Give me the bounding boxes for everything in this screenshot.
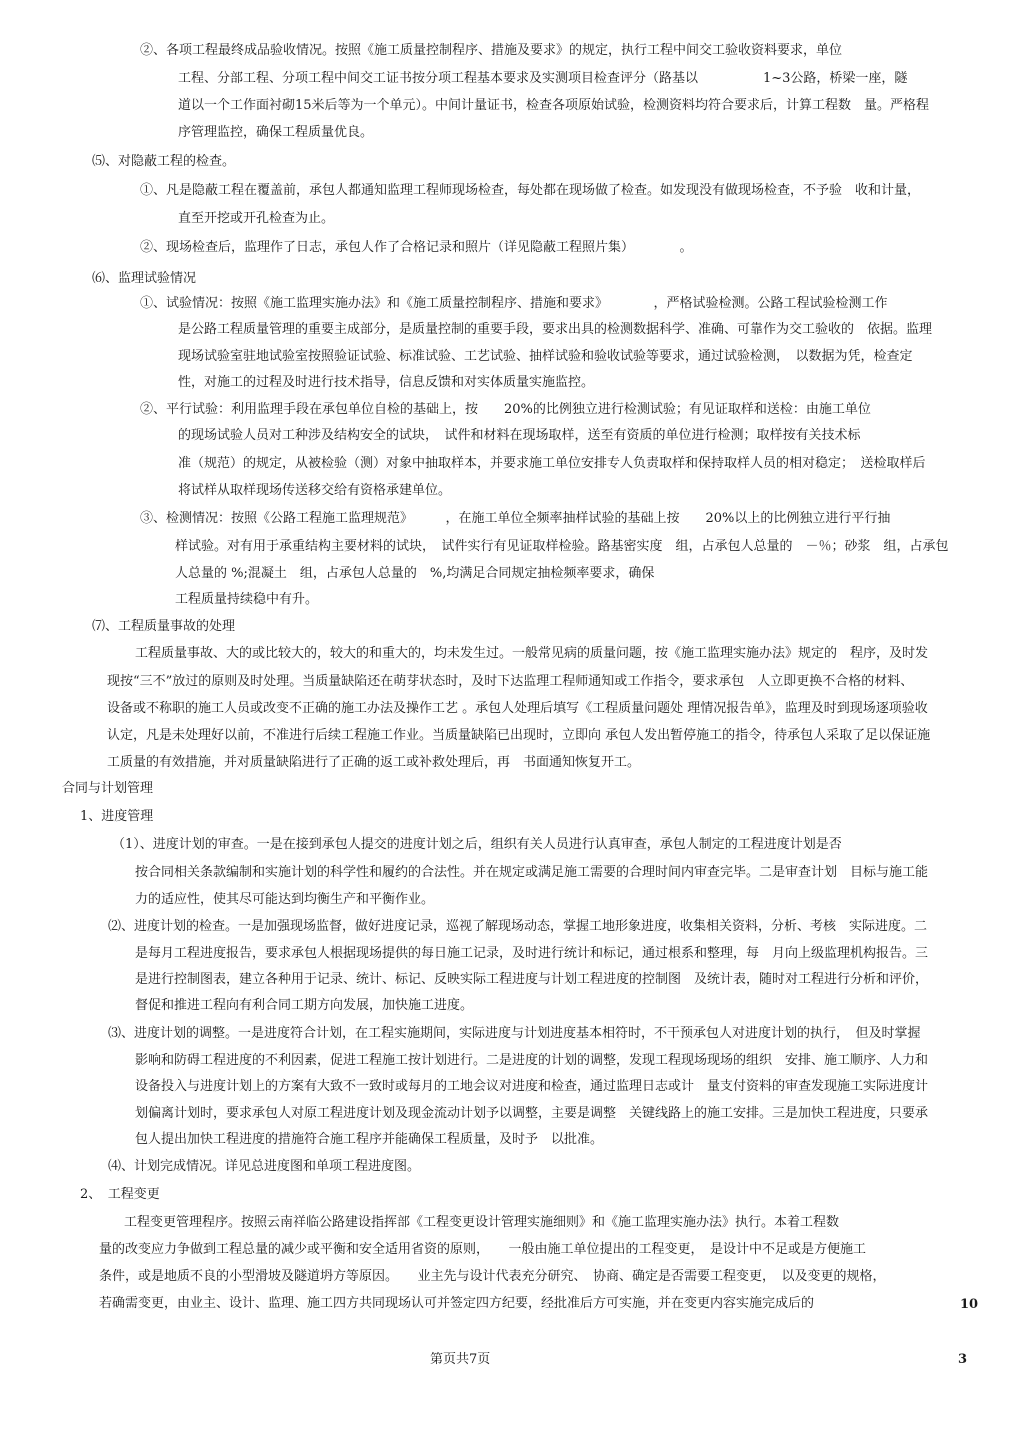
- text-line: 认定，凡是未处理好以前，不准进行后续工程施工作业。当质量缺陷已出现时，立即向 承包人发出暂停施工的指令，待承包人采取了足以保证施: [107, 728, 931, 743]
- section-heading: ⑹、监理试验情况: [92, 271, 197, 286]
- text-line: 准（规范）的规定，从被检验（测）对象中抽取样本，并要求施工单位安排专人负责取样和保持取样人员的相对稳定； 送检取样后: [178, 456, 926, 471]
- text-line: 样试验。对有用于承重结构主要材料的试块， 试件实行有见证取样检验。路基密实度 组，占承包人总量的 －％；砂浆 组，占承包: [175, 539, 949, 554]
- text-line: 设备或不称职的施工人员或改变不正确的施工办法及操作工艺 。承包人处理后填写《工程质量问题处 理情况报告单》，监理及时到现场逐项验收: [107, 701, 928, 716]
- chapter-heading: 合同与计划管理: [62, 781, 154, 796]
- text-line: 性，对施工的过程及时进行技术指导，信息反馈和对实体质量实施监控。: [178, 375, 595, 390]
- text-line: 是公路工程质量管理的重要主成部分，是质量控制的重要手段，要求出具的检测数据科学、准确、可靠作为交工验收的 依据。监理: [178, 322, 933, 337]
- text-line: 按合同相关条款编制和实施计划的科学性和履约的合法性。并在规定或满足施工需要的合理时间内审查完毕。二是审查计划 目标与施工能: [135, 865, 929, 880]
- footer-page-number: 3: [958, 1352, 968, 1367]
- text-line: 影响和防碍工程进度的不利因素，促进工程施工按计划进行。二是进度的计划的调整，发现工程现场现场的组织 安排、施工顺序、人力和: [135, 1053, 929, 1068]
- text-line: ③、检测情况：按照《公路工程施工监理规范》 ，在施工单位全频率抽样试验的基础上按 20%以上的比例独立进行平行抽: [140, 511, 891, 526]
- text-line: （1）、进度计划的审查。一是在接到承包人提交的进度计划之后，组织有关人员进行认真审查，承包人制定的工程进度计划是否: [112, 837, 842, 852]
- text-line: 人总量的 %;混凝土 组，占承包人总量的 %,均满足合同规定抽检频率要求，确保: [175, 566, 655, 581]
- text-line: 工程、分部工程、分项工程中间交工证书按分项工程基本要求及实测项目检查评分（路基以 1~3公路，桥梁一座，隧: [178, 71, 908, 86]
- text-line: 现场试验室驻地试验室按照验证试验、标准试验、工艺试验、抽样试验和验收试验等要求，通过试验检测， 以数据为凭，检查定: [178, 349, 913, 364]
- text-line: ⑶、进度计划的调整。一是进度符合计划，在工程实施期间，实际进度与计划进度基本相符时，不干预承包人对进度计划的执行， 但及时掌握: [108, 1026, 921, 1041]
- text-line: ②、各项工程最终成品验收情况。按照《施工质量控制程序、措施及要求》的规定，执行工程中间交工验收资料要求，单位: [140, 43, 843, 58]
- text-line: 划偏离计划时，要求承包人对原工程进度计划及现金流动计划予以调整，主要是调整 关键线路上的施工安排。三是加快工程进度，只要承: [135, 1106, 929, 1121]
- section-heading: ⑸、对隐蔽工程的检查。: [92, 154, 236, 169]
- text-line: 的现场试验人员对工种涉及结构安全的试块， 试件和材料在现场取样，送至有资质的单位进行检测；取样按有关技术标: [178, 428, 861, 443]
- text-line: 是进行控制图表，建立各种用于记录、统计、标记、反映实际工程进度与计划工程进度的控制图 及统计表，随时对工程进行分析和评价，: [135, 972, 929, 987]
- text-line: 督促和推进工程向有利合同工期方向发展，加快施工进度。: [135, 998, 474, 1013]
- text-line: 工程变更管理程序。按照云南祥临公路建设指挥部《工程变更设计管理实施细则》和《施工监理实施办法》执行。本着工程数: [124, 1215, 840, 1230]
- text-line: ⑷、计划完成情况。详见总进度图和单项工程进度图。: [108, 1159, 421, 1174]
- text-line: 工程质量事故、大的或比较大的，较大的和重大的，均未发生过。一般常见病的质量问题，按《施工监理实施办法》规定的 程序，及时发: [135, 646, 929, 661]
- text-line: 是每月工程进度报告，要求承包人根据现场提供的每日施工记录，及时进行统计和标记，通过根系和整理，每 月向上级监理机构报告。三: [135, 946, 929, 961]
- section-heading: 1、进度管理: [80, 809, 154, 824]
- page-side-number: 10: [960, 1297, 979, 1312]
- text-line: 设备投入与进度计划上的方案有大致不一致时或每月的工地会议对进度和检查，通过监理日志或计 量支付资料的审查发现施工实际进度计: [135, 1079, 929, 1094]
- text-line: ⑵、进度计划的检查。一是加强现场监督，做好进度记录，巡视了解现场动态，掌握工地形象进度，收集相关资料，分析、考核 实际进度。二: [108, 919, 928, 934]
- text-line: 包人提出加快工程进度的措施符合施工程序并能确保工程质量，及时予 以批准。: [135, 1132, 604, 1147]
- footer-page-info: 第页共7页: [430, 1352, 491, 1367]
- text-line: 工质量的有效措施，并对质量缺陷进行了正确的返工或补救处理后，再 书面通知恢复开工。: [107, 755, 641, 770]
- text-line: ①、试验情况：按照《施工监理实施办法》和《施工质量控制程序、措施和要求》 ，严格试验检测。公路工程试验检测工作: [140, 296, 888, 311]
- text-line: 若确需变更，由业主、设计、监理、施工四方共同现场认可并签定四方纪要，经批准后方可实施，并在变更内容实施完成后的: [99, 1296, 815, 1311]
- text-line: 道以一个工作面衬砌15米后等为一个单元）。中间计量证书，检查各项原始试验，检测资料均符合要求后，计算工程数 量。严格程: [178, 98, 930, 113]
- text-line: 力的适应性，使其尽可能达到均衡生产和平衡作业。: [135, 892, 435, 907]
- section-heading: 2、 工程变更: [80, 1187, 160, 1202]
- text-line: ②、平行试验：利用监理手段在承包单位自检的基础上，按 20%的比例独立进行检测试验；有见证取样和送检：由施工单位: [140, 402, 871, 417]
- text-line: 工程质量持续稳中有升。: [175, 592, 319, 607]
- text-line: 将试样从取样现场传送移交给有资格承建单位。: [178, 483, 452, 498]
- text-line: ①、凡是隐蔽工程在覆盖前，承包人都通知监理工程师现场检查，每处都在现场做了检查。如发现没有做现场检查，不予验 收和计量，: [140, 183, 921, 198]
- text-line: ②、现场检查后，监理作了日志，承包人作了合格记录和照片（详见隐蔽工程照片集） 。: [140, 240, 693, 255]
- section-heading: ⑺、工程质量事故的处理: [92, 619, 236, 634]
- text-line: 序管理监控，确保工程质量优良。: [178, 125, 374, 140]
- text-line: 量的改变应力争做到工程总量的减少或平衡和安全适用省资的原则， 一般由施工单位提出的工程变更， 是设计中不足或是方便施工: [99, 1242, 867, 1257]
- text-line: 条件，或是地质不良的小型滑坡及隧道坍方等原因。 业主先与设计代表充分研究、 协商、确定是否需要工程变更， 以及变更的规格，: [99, 1269, 886, 1284]
- text-line: 现按“三不”放过的原则及时处理。当质量缺陷还在萌芽状态时，及时下达监理工程师通知或工作指令，要求承包 人立即更换不合格的材料、: [107, 674, 914, 689]
- text-line: 直至开挖或开孔检查为止。: [178, 211, 335, 226]
